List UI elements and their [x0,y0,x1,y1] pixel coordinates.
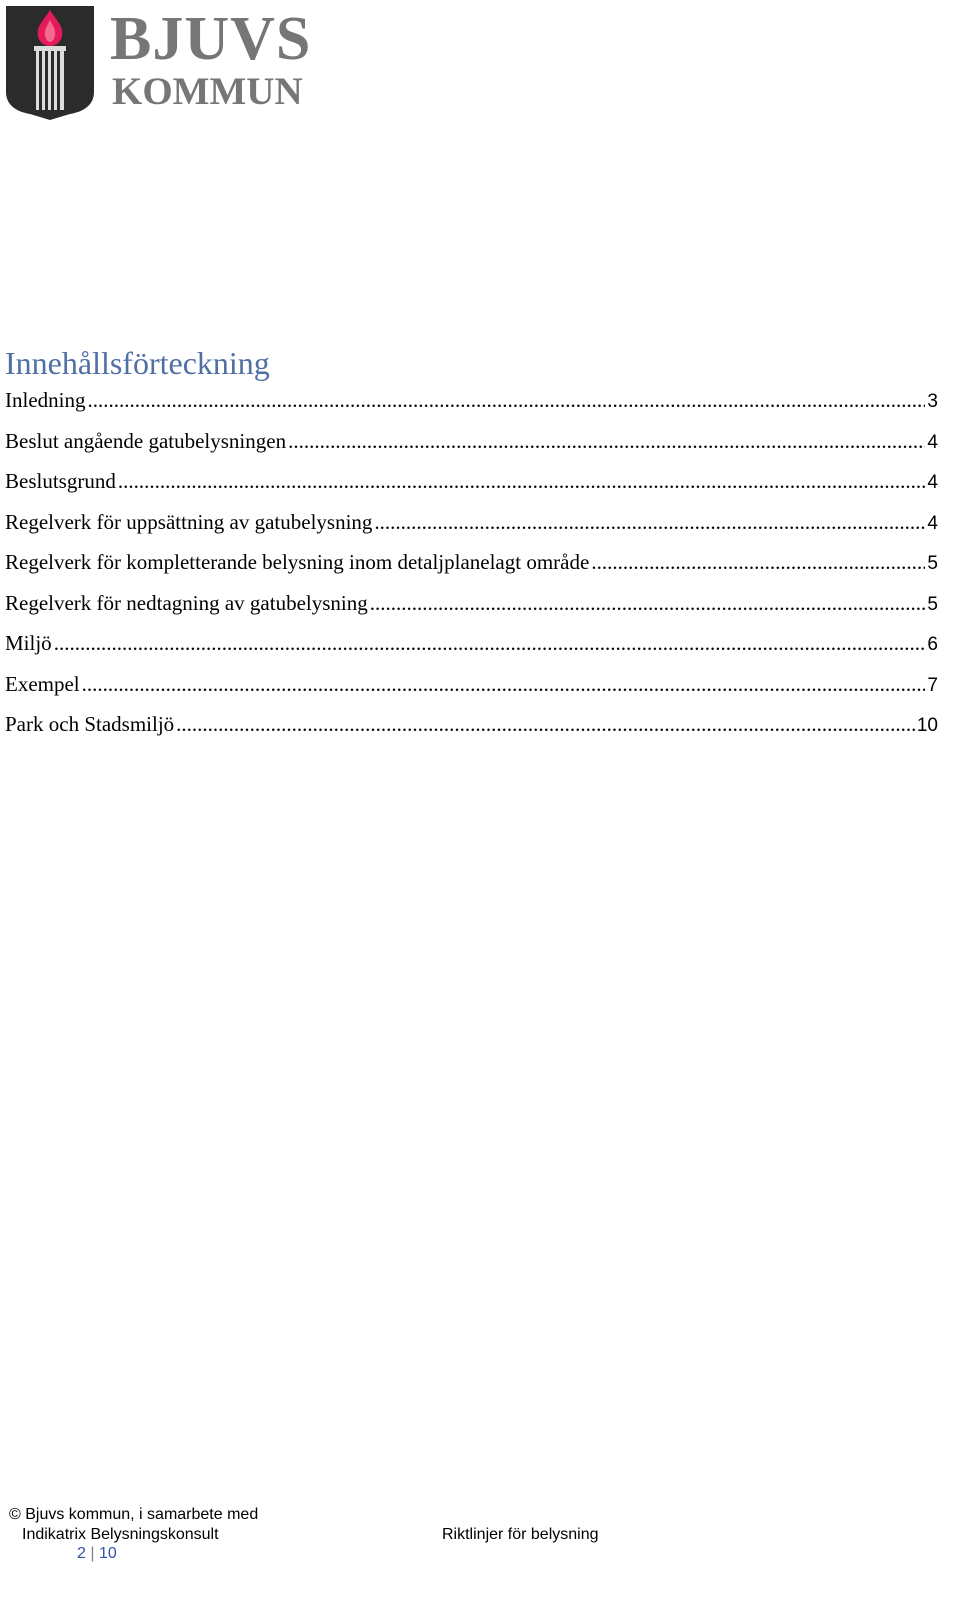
toc-entry-page: 5 [927,593,938,615]
toc-entry[interactable] [5,508,938,549]
toc-entry-label: Beslut angående gatubelysningen [5,428,287,453]
toc-entry[interactable] [5,548,938,589]
footer-document-title: Riktlinjer för belysning [442,1526,599,1543]
toc-dot-leader [82,670,926,698]
toc-entry[interactable] [5,427,938,468]
toc-entry-page: 6 [927,634,938,655]
coat-of-arms-icon [4,4,96,122]
toc-entry-label: Beslutsgrund [5,469,116,493]
toc-dot-leader [591,548,925,576]
footer-copyright-line-2: Indikatrix Belysningskonsult [22,1526,219,1543]
toc-dot-leader [374,508,925,536]
toc-entry-page: 4 [927,431,938,453]
toc-dot-leader [54,629,926,657]
toc-entry-label: Park och Stadsmiljö [5,712,175,736]
toc-dot-leader [176,710,915,738]
toc-entry-label: Exempel [5,671,80,696]
page-footer [0,1505,960,1575]
page-current: 2 [77,1545,86,1562]
toc-entry-page: 10 [916,715,938,736]
toc-entry-page: 3 [927,391,938,412]
bjuvs-kommun-logo [4,4,311,122]
toc-dot-leader [288,427,925,455]
toc-dot-leader [87,386,925,414]
page-separator: | [90,1545,95,1562]
toc-entry[interactable] [5,467,938,508]
toc-entry-label: Regelverk för nedtagning av gatubelysning [5,590,368,615]
toc-entry[interactable] [5,670,938,711]
footer-copyright-line-1: © Bjuvs kommun, i samarbete med [9,1506,259,1523]
toc-entry-page: 5 [927,553,938,574]
footer-page-number [77,1544,117,1563]
toc-entry-label: Miljö [5,631,52,655]
toc-entry[interactable] [5,589,938,630]
page-total: 10 [98,1545,117,1562]
toc-entry[interactable] [5,710,938,751]
toc-entry-page: 4 [927,472,938,493]
toc-dot-leader [370,589,926,617]
toc-entry-label: Regelverk för uppsättning av gatubelysning [5,509,373,534]
toc-entry-label: Inledning [5,388,86,412]
toc-title: Innehållsförteckning [5,345,270,381]
toc-entry-page: 7 [927,674,938,696]
toc-dot-leader [118,467,926,495]
table-of-contents [5,386,938,751]
toc-entry-label: Regelverk för kompletterande belysning inom detaljplanelagt område [5,550,590,574]
toc-entry-page: 4 [927,512,938,534]
toc-entry[interactable] [5,629,938,670]
logo-wordmark [110,4,311,111]
logo-line-2: KOMMUN [112,70,303,113]
toc-entry[interactable] [5,386,938,427]
logo-line-1: BJUVS [110,5,312,73]
